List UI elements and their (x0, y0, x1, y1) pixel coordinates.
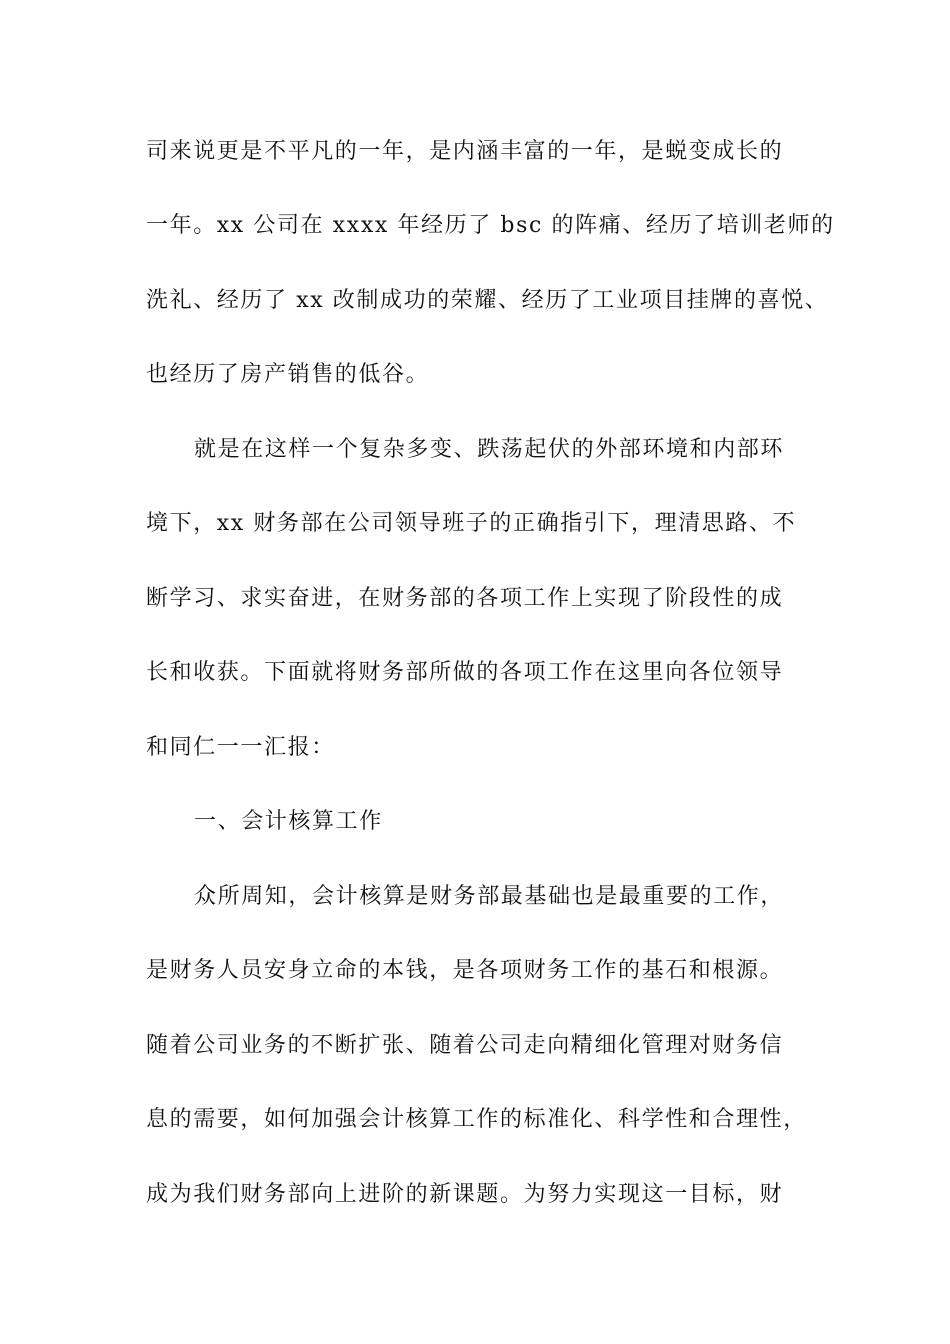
text-line-6: 境下，xx 财务部在公司领导班子的正确指引下，理清思路、不 (146, 511, 797, 536)
paragraph-start-line: 众所周知，会计核算是财务部最基础也是最重要的工作， (194, 884, 785, 909)
text-line-14: 息的需要，如何加强会计核算工作的标准化、科学性和合理性， (146, 1107, 807, 1132)
text-line-12: 是财务人员安身立命的本钱，是各项财务工作的基石和根源。 (146, 958, 784, 983)
text-line-1: 司来说更是不平凡的一年，是内涵丰富的一年，是蜕变成长的 (146, 139, 784, 164)
section-heading: 一、会计核算工作 (194, 809, 383, 834)
text-line-4: 也经历了房产销售的低谷。 (146, 362, 430, 387)
text-line-7: 断学习、求实奋进，在财务部的各项工作上实现了阶段性的成 (146, 586, 784, 611)
text-line-9: 和同仁一一汇报： (146, 735, 335, 760)
text-line-2: 一年。xx 公司在 xxxx 年经历了 bsc 的阵痛、经历了培训老师的 (146, 213, 835, 238)
text-line-13: 随着公司业务的不断扩张、随着公司走向精细化管理对财务信 (146, 1033, 784, 1058)
text-line-8: 长和收获。下面就将财务部所做的各项工作在这里向各位领导 (146, 660, 784, 685)
text-line-3: 洗礼、经历了 xx 改制成功的荣耀、经历了工业项目挂牌的喜悦、 (146, 288, 829, 313)
text-line-15: 成为我们财务部向上进阶的新课题。为努力实现这一目标，财 (146, 1182, 784, 1207)
paragraph-start-line: 就是在这样一个复杂多变、跌荡起伏的外部环境和内部环 (194, 437, 785, 462)
